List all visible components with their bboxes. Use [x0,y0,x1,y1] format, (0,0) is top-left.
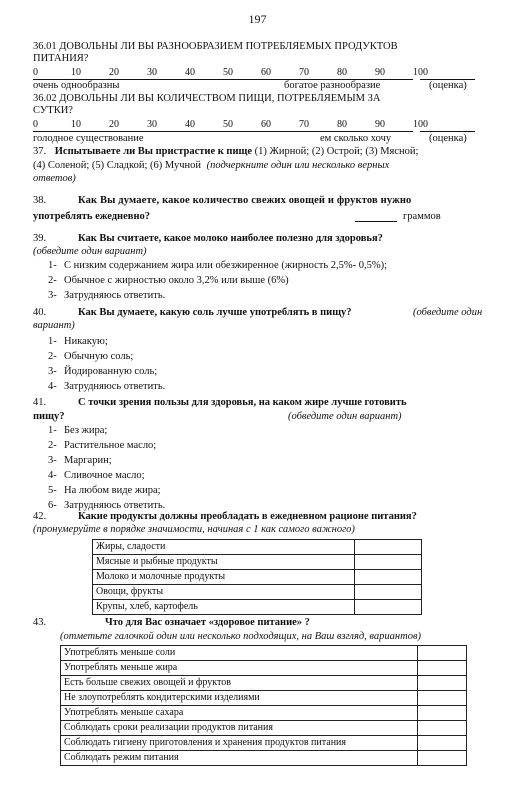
option-number: 1- [48,260,57,271]
scale-tick-label[interactable]: 70 [299,119,309,130]
q38-answer-blank[interactable] [355,221,397,222]
scale-tick-label[interactable]: 30 [147,119,157,130]
q3602-right-label: ем сколько хочу [320,133,392,144]
q41-option[interactable] [48,440,156,453]
q3601-right-label: богатое разнообразие [284,80,381,91]
page-number: 197 [248,12,267,26]
scale-tick-label[interactable]: 100 [413,67,428,78]
table-row [61,646,467,661]
option-number: 2- [48,351,57,362]
answer-cell[interactable] [418,706,467,721]
q37-hint: (подчеркните один или несколько верных [206,160,390,171]
option-number: 2- [48,275,57,286]
q38-question-line2: употреблять ежедневно? [33,211,150,222]
q3602-left-label: голодное существование [33,133,144,144]
q40-hint: (обведите один [413,307,483,318]
q40-option[interactable] [48,336,108,349]
row-label: Молоко и молочные продукты [93,570,355,585]
option-text: Обычную соль; [64,351,134,362]
scale-tick-label[interactable]: 30 [147,67,157,78]
answer-cell[interactable] [418,736,467,751]
option-number: 2- [48,440,57,451]
scale-tick-label[interactable]: 90 [375,119,385,130]
q42-question: Какие продукты должны преобладать в ежедневном рационе питания? [78,511,417,522]
option-text: Маргарин; [64,455,112,466]
q42-num: 42. [33,511,47,522]
option-text: Никакую; [64,336,108,347]
q41-option[interactable] [48,455,112,468]
q42-table [92,539,422,615]
row-label: Употреблять меньше сахара [61,706,418,721]
q43-table [60,645,467,766]
q3601-scale[interactable] [33,67,428,79]
table-row [61,691,467,706]
row-label: Употреблять меньше соли [61,646,418,661]
row-label: Овощи, фрукты [93,585,355,600]
table-row [93,585,422,600]
option-number: 1- [48,425,57,436]
q3601-title-line1: 36.01 ДОВОЛЬНЫ ЛИ ВЫ РАЗНООБРАЗИЕМ ПОТРЕБЛЯЕМЫХ ПРОДУКТОВ [33,41,398,52]
table-row [61,661,467,676]
q42-hint: (пронумеруйте в порядке значимости, начиная с 1 как самого важного) [33,524,355,535]
option-number: 1- [48,336,57,347]
scale-tick-label[interactable]: 40 [185,119,195,130]
table-row [61,676,467,691]
option-text: Йодированную соль; [64,366,158,377]
scale-tick-label[interactable]: 0 [33,119,38,130]
q39-question: Как Вы считаете, какое молоко наиболее полезно для здоровья? [78,233,383,244]
scale-tick-label[interactable]: 90 [375,67,385,78]
table-row [93,555,422,570]
answer-cell[interactable] [355,600,422,615]
q40-option[interactable] [48,381,165,394]
scale-tick-label[interactable]: 70 [299,67,309,78]
q43-hint: (отметьте галочкой один или несколько подходящих, на Ваш взгляд, вариантов) [60,631,422,642]
q37-num: 37. [33,146,47,157]
row-label: Мясные и рыбные продукты [93,555,355,570]
answer-cell[interactable] [418,646,467,661]
option-number: 3- [48,366,57,377]
q3602-score-blank[interactable] [420,131,475,132]
row-label: Жиры, сладости [93,540,355,555]
q37-line1 [33,146,418,159]
option-text: Сливочное масло; [64,470,145,481]
q40-option[interactable] [48,351,133,364]
row-label: Соблюдать режим питания [61,751,418,766]
answer-cell[interactable] [418,721,467,736]
row-label: Употреблять меньше жира [61,661,418,676]
q39-hint: (обведите один вариант) [33,246,147,257]
answer-cell[interactable] [418,751,467,766]
scale-tick-label[interactable]: 50 [223,119,233,130]
q40-option[interactable] [48,366,157,379]
option-text: Затрудняюсь ответить. [64,381,166,392]
q40-num: 40. [33,307,47,318]
q39-option[interactable] [48,275,289,288]
q41-hint: (обведите один вариант) [288,411,402,422]
option-text: Затрудняюсь ответить. [64,290,166,301]
q38-num: 38. [33,195,47,206]
q37-question: Испытываете ли Вы пристрастие к пище [54,146,253,157]
scale-tick-label[interactable]: 0 [33,67,38,78]
q41-question-line2: пищу? [33,411,65,422]
option-text: Растительное масло; [64,440,157,451]
q38-unit: граммов [403,211,441,222]
q3602-score-label: (оценка) [429,133,467,144]
row-label: Есть больше свежих овощей и фруктов [61,676,418,691]
scale-tick-label[interactable]: 60 [261,119,271,130]
q37-line2 [33,160,389,173]
option-text: Затрудняюсь ответить. [64,500,166,511]
option-text: На любом виде жира; [64,485,161,496]
row-label: Не злоупотреблять кондитерскими изделиями [61,691,418,706]
q41-option[interactable] [48,470,145,483]
q3601-score-label: (оценка) [429,80,467,91]
answer-cell[interactable] [355,570,422,585]
answer-cell[interactable] [418,661,467,676]
q39-option[interactable] [48,290,165,303]
row-label: Крупы, хлеб, картофель [93,600,355,615]
scale-tick-label[interactable]: 20 [109,119,119,130]
option-number: 3- [48,455,57,466]
answer-cell[interactable] [355,555,422,570]
scale-tick-label[interactable]: 10 [71,119,81,130]
option-text: Обычное с жирностью около 3,2% или выше (6%) [64,275,289,286]
q38-question-line1: Как Вы думаете, какое количество свежих овощей и фруктов нужно [78,195,412,206]
option-number: 5- [48,485,57,496]
q37-options-a: (1) Жирной; (2) Острой; (3) Мясной; [254,146,419,157]
q43-num: 43. [33,617,47,628]
q40-question: Как Вы думаете, какую соль лучше употреблять в пищу? [78,307,352,318]
scale-tick-label[interactable]: 100 [413,119,428,130]
scale-tick-label[interactable]: 40 [185,67,195,78]
row-label: Соблюдать гигиену приготовления и хранения продуктов питания [61,736,418,751]
q3602-scale[interactable] [33,119,428,131]
q39-num: 39. [33,233,47,244]
answer-cell[interactable] [418,691,467,706]
option-number: 4- [48,470,57,481]
option-number: 4- [48,381,57,392]
q3602-title-line1: 36.02 ДОВОЛЬНЫ ЛИ ВЫ КОЛИЧЕСТВОМ ПИЩИ, ПОТРЕБЛЯЕМЫМ ЗА [33,93,381,104]
q41-num: 41. [33,397,47,408]
option-number: 3- [48,290,57,301]
q37-hint-cont: ответов) [33,173,76,184]
table-row [61,736,467,751]
answer-cell[interactable] [355,540,422,555]
option-number: 6- [48,500,57,511]
q39-option[interactable] [48,260,387,273]
q41-option[interactable] [48,485,161,498]
table-row [61,751,467,766]
scale-tick-label[interactable]: 80 [337,119,347,130]
scale-tick-label[interactable]: 80 [337,67,347,78]
q41-question-line1: С точки зрения пользы для здоровья, на каком жире лучше готовить [78,397,407,408]
q41-option[interactable] [48,425,107,438]
scale-tick-label[interactable]: 50 [223,67,233,78]
table-row [93,600,422,615]
q3601-title-line2: ПИТАНИЯ? [33,53,89,64]
q3602-title-line2: СУТКИ? [33,105,73,116]
q43-question: Что для Вас означает «здоровое питание» ? [105,617,310,628]
table-row [93,570,422,585]
scale-tick-label[interactable]: 60 [261,67,271,78]
scale-tick-label[interactable]: 10 [71,67,81,78]
option-text: С низким содержанием жира или обезжиренное (жирность 2,5%- 0,5%); [64,260,388,271]
q37-options-b: (4) Соленой; (5) Сладкой; (6) Мучной [33,160,201,171]
q40-hint-cont: вариант) [33,320,75,331]
row-label: Соблюдать сроки реализации продуктов питания [61,721,418,736]
answer-cell[interactable] [355,585,422,600]
table-row [61,721,467,736]
answer-cell[interactable] [418,676,467,691]
scale-tick-label[interactable]: 20 [109,67,119,78]
table-row [61,706,467,721]
option-text: Без жира; [64,425,108,436]
q3601-left-label: очень однообразны [33,80,120,91]
table-row [93,540,422,555]
